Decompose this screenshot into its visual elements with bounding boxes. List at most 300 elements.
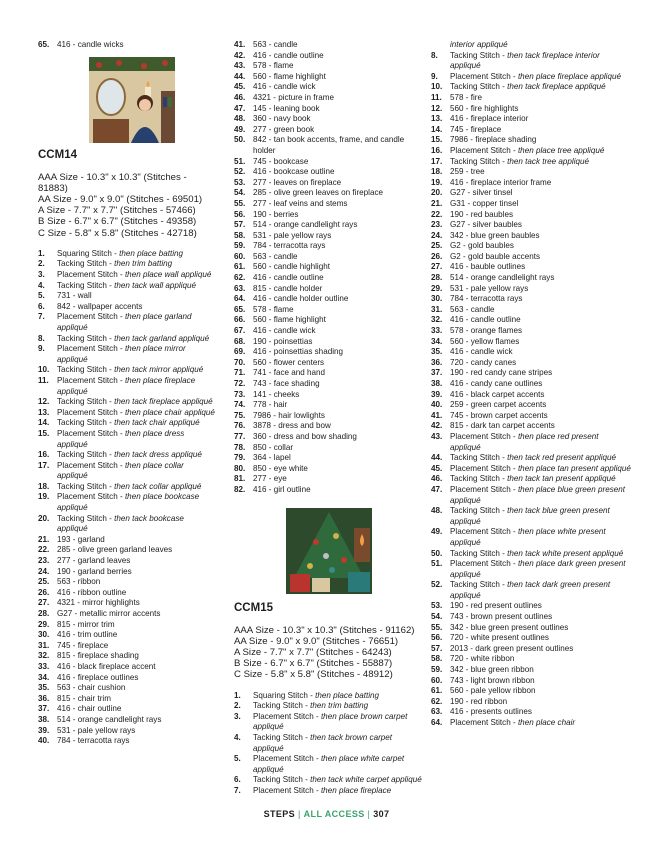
step-instruction: 416 - ribbon outline: [57, 587, 127, 597]
step-action: then tack chair appliqué: [114, 418, 200, 428]
step-number: 67.: [234, 326, 246, 336]
step-item: [431, 464, 631, 475]
step-item: [431, 231, 631, 242]
step-instruction: 578 - flame: [253, 304, 294, 314]
step-number: 1.: [38, 248, 45, 258]
step-text: [253, 199, 424, 210]
step-item: [38, 334, 216, 345]
step-instruction: 416 - black carpet accents: [450, 389, 545, 399]
step-item: [431, 676, 631, 687]
step-instruction: Tacking Stitch -: [450, 453, 508, 463]
step-instruction: Placement Stitch -: [450, 559, 518, 569]
size-line: B Size - 6.7" x 6.7" (Stitches - 55887): [234, 658, 393, 670]
step-action: then tack fireplace appliqué: [507, 82, 606, 92]
step-item: [431, 400, 631, 411]
step-item: [234, 337, 424, 348]
step-instruction: 7986 - hair lowlights: [253, 410, 325, 420]
step-instruction: 190 - garland berries: [57, 566, 132, 576]
ccm15-heading: CCM15: [234, 601, 273, 614]
step-instruction: 342 - blue green present outlines: [450, 622, 569, 632]
step-item: [38, 588, 216, 599]
step-text: [450, 464, 631, 475]
step-number: 40.: [38, 736, 50, 746]
step-number: 8.: [431, 50, 438, 60]
step-number: 62.: [431, 696, 443, 706]
step-instruction: Placement Stitch -: [450, 527, 518, 537]
step-number: 24.: [38, 566, 50, 576]
step-item: [38, 556, 216, 567]
step-item: [234, 358, 424, 369]
step-item: [431, 146, 631, 157]
step-text: [450, 665, 631, 676]
step-text: [253, 390, 424, 401]
step-text: [450, 718, 631, 729]
step-text: [253, 712, 424, 733]
step-instruction: Tacking Stitch -: [450, 156, 508, 166]
step-instruction: Tacking Stitch -: [450, 474, 508, 484]
step-number: 4.: [38, 280, 45, 290]
step-instruction: Placement Stitch -: [57, 344, 125, 354]
step-number: 13.: [38, 407, 50, 417]
step-number: 66.: [234, 315, 246, 325]
step-number: 43.: [234, 61, 246, 71]
step-instruction: Placement Stitch -: [450, 484, 518, 494]
ccm15-steps: [234, 691, 424, 797]
step-instruction: Tacking Stitch -: [57, 513, 115, 523]
step-instruction: 815 - mirror trim: [57, 619, 115, 629]
step-action: then place garland appliqué: [57, 312, 192, 332]
step-item: [431, 474, 631, 485]
step-instruction: Placement Stitch -: [57, 270, 125, 279]
step-text: [57, 334, 216, 345]
step-item: [38, 281, 216, 292]
step-instruction: 578 - orange flames: [450, 326, 522, 336]
step-text: [253, 464, 424, 475]
step-text: [450, 241, 631, 252]
step-action: then place white present appliqué: [450, 527, 606, 547]
step-item: [431, 326, 631, 337]
step-number: 30.: [38, 630, 50, 640]
step-number: 46.: [234, 92, 246, 102]
step-number: 28.: [38, 609, 50, 618]
step-instruction: 416 - fireplace outlines: [57, 672, 139, 682]
step-item: [38, 249, 216, 260]
step-action: then tack wall appliqué: [114, 280, 197, 290]
step-number: 20.: [38, 513, 50, 523]
step-number: 28.: [431, 273, 443, 283]
step-item: [38, 376, 216, 397]
step-instruction: 731 - wall: [57, 291, 92, 301]
step-action: then place collar appliqué: [57, 460, 184, 481]
step-action: then place chair appliqué: [124, 407, 215, 417]
step-text: [450, 644, 631, 655]
step-instruction: 145 - leaning book: [253, 103, 320, 113]
step-item: [431, 93, 631, 104]
step-item: [431, 432, 631, 453]
step-action: then place batting: [315, 690, 379, 700]
step-number: 45.: [431, 463, 443, 473]
step-text: [450, 157, 631, 168]
step-item: [431, 686, 631, 697]
step-instruction: 4321 - mirror highlights: [57, 598, 140, 608]
step-number: 27.: [38, 598, 50, 608]
step-instruction: G27 - metallic mirror accents: [57, 609, 161, 618]
step-text: [57, 492, 216, 513]
step-text: [450, 527, 631, 548]
step-text: [253, 786, 424, 797]
step-number: 50.: [234, 135, 246, 145]
step-item: [234, 262, 424, 273]
step-number: 60.: [431, 675, 443, 685]
step-item: [234, 411, 424, 422]
step-action: then place bookcase appliqué: [57, 492, 200, 513]
step-item: [431, 40, 631, 51]
step-text: [450, 453, 631, 464]
step-number: 11.: [38, 375, 49, 385]
step-text: [253, 157, 424, 168]
step-item: [38, 514, 216, 535]
step-instruction: 190 - red present outlines: [450, 601, 542, 611]
step-text: [253, 368, 424, 379]
step-action: then tack garland appliqué: [114, 333, 210, 343]
step-text: [57, 376, 216, 397]
step-action: then trim batting: [114, 259, 173, 269]
step-item: [38, 577, 216, 588]
step-text: [253, 104, 424, 115]
step-item: [38, 736, 216, 747]
step-number: 25.: [431, 241, 443, 251]
step-action: then place blue green present appliqué: [450, 484, 626, 505]
step-number: 29.: [431, 283, 443, 293]
step-item: [234, 712, 424, 733]
step-number: 31.: [431, 304, 443, 314]
step-number: 48.: [234, 114, 246, 124]
step-instruction: 360 - dress and bow shading: [253, 431, 357, 441]
step-text: [253, 51, 424, 62]
step-item: [431, 167, 631, 178]
step-text: [253, 754, 424, 775]
step-item: [234, 284, 424, 295]
step-item: [431, 135, 631, 146]
step-item: [234, 231, 424, 242]
step-action: then place white carpet appliqué: [253, 754, 405, 774]
step-item: [431, 368, 631, 379]
step-action: then tack white present appliqué: [507, 548, 624, 558]
step-instruction: Tacking Stitch -: [450, 82, 508, 92]
step-number: 60.: [234, 251, 246, 261]
step-text: [57, 726, 216, 737]
step-action: then place fireplace appliqué: [517, 71, 621, 81]
step-number: 7.: [234, 785, 241, 795]
step-number: 10.: [38, 365, 50, 375]
step-instruction: 416 - candy cane outlines: [450, 379, 543, 388]
step-item: [234, 485, 424, 496]
step-item: [234, 775, 424, 786]
step-text: [450, 284, 631, 295]
step-instruction: Placement Stitch -: [253, 785, 321, 795]
step-text: [57, 270, 216, 281]
step-number: 10.: [431, 82, 443, 92]
step-text: [253, 114, 424, 125]
step-item: [234, 82, 424, 93]
step-item: [431, 337, 631, 348]
step-text: [450, 210, 631, 221]
step-instruction: 416 - bauble outlines: [450, 262, 526, 272]
step-item: [431, 358, 631, 369]
step-instruction: 745 - brown carpet accents: [450, 410, 548, 420]
step-item: [431, 697, 631, 708]
step-instruction: Tacking Stitch -: [450, 580, 508, 590]
step-number: 38.: [431, 379, 443, 388]
size-line: C Size - 5.8" x 5.8" (Stitches - 48912): [234, 669, 393, 681]
step-number: 35.: [38, 683, 50, 693]
step-item: [38, 397, 216, 408]
step-number: 63.: [234, 283, 246, 293]
step-instruction: 784 - terracotta rays: [450, 294, 523, 304]
step-item: [431, 199, 631, 210]
step-item: [431, 284, 631, 295]
step-number: 50.: [431, 548, 443, 558]
step-text: [450, 40, 631, 51]
step-item: [234, 305, 424, 316]
step-item: [38, 694, 216, 705]
step-number: 5.: [234, 754, 241, 764]
step-number: 11.: [431, 92, 442, 102]
step-text: [253, 443, 424, 454]
step-text: [57, 704, 216, 715]
step-number: 18.: [431, 167, 443, 177]
step-number: 6.: [38, 301, 45, 311]
step-text: [253, 337, 424, 348]
step-instruction: 563 - candle: [253, 251, 298, 261]
step-number: 79.: [234, 453, 246, 463]
step-number: 6.: [234, 775, 241, 785]
step-instruction: Placement Stitch -: [253, 711, 321, 721]
step-text: [450, 707, 631, 718]
step-item: [431, 411, 631, 422]
step-number: 62.: [234, 273, 246, 283]
step-text: [253, 72, 424, 83]
step-instruction: 743 - face shading: [253, 379, 320, 388]
step-number: 49.: [431, 527, 443, 537]
step-instruction: 563 - ribbon: [57, 577, 101, 587]
step-instruction: 277 - leaf veins and stems: [253, 198, 348, 208]
size-line: C Size - 5.8" x 5.8" (Stitches - 42718): [38, 227, 197, 239]
step-instruction: 563 - candle: [450, 304, 495, 314]
step-number: 53.: [431, 601, 443, 611]
step-instruction: 190 - red ribbon: [450, 696, 508, 706]
step-text: [57, 408, 216, 419]
step-item: [234, 104, 424, 115]
step-text: [450, 485, 631, 506]
page-number: 307: [373, 809, 390, 819]
step-action: then tack white carpet appliqué: [310, 775, 422, 785]
step-number: 70.: [234, 357, 246, 367]
step-instruction: 560 - pale yellow ribbon: [450, 686, 536, 696]
step-number: 47.: [431, 484, 443, 494]
step-number: 39.: [38, 725, 50, 735]
step-number: 24.: [431, 230, 443, 240]
step-number: 27.: [431, 262, 443, 272]
step-item: [234, 347, 424, 358]
step-number: 45.: [234, 82, 246, 92]
step-item: [38, 715, 216, 726]
step-action: then place fireplace: [320, 785, 392, 795]
step-number: 9.: [431, 71, 438, 81]
step-text: [450, 633, 631, 644]
step-number: 55.: [234, 198, 246, 208]
step-number: 7.: [38, 312, 45, 322]
step-number: 58.: [431, 654, 443, 664]
step-instruction: Placement Stitch -: [450, 145, 518, 155]
step-instruction: Tacking Stitch -: [57, 481, 115, 491]
step-text: [253, 220, 424, 231]
column-left: [38, 40, 216, 747]
step-instruction: 563 - candle: [253, 40, 298, 49]
step-instruction: 285 - olive green leaves on fireplace: [253, 188, 384, 198]
step-number: 16.: [431, 145, 443, 155]
step-instruction: Tacking Stitch -: [253, 775, 311, 785]
step-instruction: 416 - candle outline: [253, 273, 324, 283]
step-number: 36.: [431, 357, 443, 367]
ccm14-steps: [38, 249, 216, 747]
step-instruction: 193 - garland: [57, 534, 105, 544]
footer-section-label: STEPS: [263, 809, 296, 819]
step-text: [57, 641, 216, 652]
step-text: [450, 273, 631, 284]
step-instruction: 850 - eye white: [253, 463, 308, 473]
step-text: [253, 347, 424, 358]
step-item: [431, 294, 631, 305]
step-item: [38, 535, 216, 546]
step-action: then trim batting: [310, 701, 369, 711]
step-instruction: Placement Stitch -: [57, 428, 125, 438]
step-item: [38, 598, 216, 609]
step-instruction: 342 - blue green baubles: [450, 230, 540, 240]
step-instruction: 560 - flame highlight: [253, 315, 326, 325]
step-text: [450, 167, 631, 178]
step-number: 15.: [431, 135, 443, 145]
step-number: 14.: [431, 124, 443, 134]
step-action: then place tree appliqué: [517, 145, 605, 155]
step-instruction: 364 - lapel: [253, 453, 291, 463]
step-item: [38, 291, 216, 302]
step-text: [450, 178, 631, 189]
step-item: [38, 673, 216, 684]
step-item: [234, 167, 424, 178]
step-text: [253, 432, 424, 443]
step-number: 52.: [431, 580, 443, 590]
step-item: [431, 379, 631, 390]
step-action: then tack dress appliqué: [114, 450, 202, 460]
step-number: 46.: [431, 474, 443, 484]
step-instruction: 531 - pale yellow rays: [57, 725, 136, 735]
step-item: [38, 418, 216, 429]
step-item: [431, 506, 631, 527]
step-instruction: 141 - cheeks: [253, 389, 300, 399]
step-number: 2.: [234, 701, 241, 711]
step-number: 14.: [38, 418, 50, 428]
step-text: [450, 368, 631, 379]
step-text: [253, 284, 424, 295]
step-number: 49.: [234, 124, 246, 134]
step-item: [431, 601, 631, 612]
step-instruction: 741 - face and hand: [253, 368, 326, 378]
step-item: [38, 450, 216, 461]
step-instruction: 720 - white present outlines: [450, 633, 549, 643]
step-number: 78.: [234, 442, 246, 452]
step-item: [431, 157, 631, 168]
step-text: [253, 210, 424, 221]
step-item: [431, 654, 631, 665]
step-text: [253, 188, 424, 199]
step-item: [234, 368, 424, 379]
step-text: [253, 61, 424, 72]
step-item: [431, 51, 631, 72]
step-instruction: Tacking Stitch -: [57, 365, 115, 375]
step-item: [38, 492, 216, 513]
step-instruction: Squaring Stitch -: [57, 248, 120, 258]
step-number: 61.: [234, 262, 246, 272]
step-number: 43.: [431, 431, 443, 441]
step-text: [450, 294, 631, 305]
step-number: 59.: [431, 665, 443, 675]
step-text: [450, 506, 631, 527]
step-item: [234, 453, 424, 464]
step-text: [450, 623, 631, 634]
step-action: then place dress appliqué: [57, 428, 185, 449]
step-text: [253, 178, 424, 189]
step-text: [57, 302, 216, 313]
step-item: [234, 379, 424, 390]
step-instruction: 416 - candle wick: [253, 82, 316, 92]
step-instruction: 7986 - fireplace shading: [450, 135, 537, 145]
step-item: [431, 665, 631, 676]
step-number: 39.: [431, 389, 443, 399]
step-instruction: 842 - wallpaper accents: [57, 301, 143, 311]
step-number: 30.: [431, 294, 443, 304]
step-item: [234, 93, 424, 104]
step-text: [253, 453, 424, 464]
step-instruction: 416 - candle outline: [253, 50, 324, 60]
step-item: [234, 326, 424, 337]
step-number: 74.: [234, 400, 246, 410]
step-text: [450, 347, 631, 358]
step-item: [234, 733, 424, 754]
step-item: [431, 549, 631, 560]
step-instruction: Placement Stitch -: [450, 431, 518, 441]
step-text: [57, 736, 216, 747]
step-number: 29.: [38, 619, 50, 629]
step-instruction: Placement Stitch -: [450, 463, 518, 473]
step-item: [38, 651, 216, 662]
step-instruction: G2 - gold baubles: [450, 241, 514, 251]
step-instruction: Placement Stitch -: [450, 718, 518, 727]
step-instruction: 560 - candle highlight: [253, 262, 330, 272]
step-text: [57, 514, 216, 535]
step-number: 17.: [431, 156, 443, 166]
step-number: 41.: [234, 40, 246, 49]
step-action: then tack tree appliqué: [507, 156, 590, 166]
ccm15-steps-continued: [431, 40, 631, 729]
step-text: [57, 683, 216, 694]
step-text: [57, 577, 216, 588]
step-number: 53.: [234, 177, 246, 187]
step-instruction: 416 - fireplace interior: [450, 114, 529, 124]
step-text: [450, 390, 631, 401]
step-instruction: 416 - candle holder outline: [253, 294, 349, 304]
step-instruction: 514 - orange candlelight rays: [450, 273, 555, 283]
